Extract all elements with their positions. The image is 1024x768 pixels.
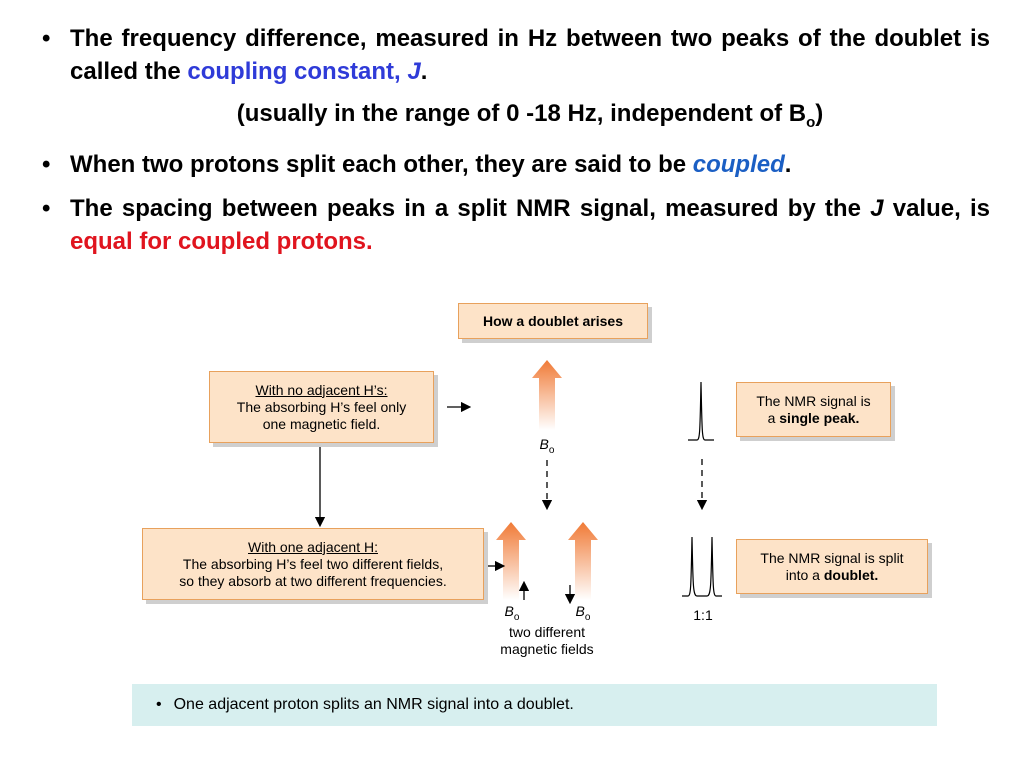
bullet-dot: •	[42, 194, 51, 222]
bo-label-top: $B_o$	[539, 436, 555, 456]
two-fields-label: two different magnetic fields	[500, 624, 594, 657]
field-arrow-top	[532, 360, 562, 430]
bullet-dot: •	[42, 150, 51, 178]
bullet-coupling-constant: • The frequency difference, measured in Hz between two peaks of the doublet is called the coupling constant, J.	[40, 22, 990, 88]
field-arrow-right	[568, 522, 598, 600]
range-note: (usually in the range of 0 -18 Hz, independent of $B_o$)	[236, 100, 824, 131]
single-peak	[688, 382, 714, 440]
field-arrow-left	[496, 522, 526, 600]
no-adjacent-box: With no adjacent H’s: The absorbing H’s feel only one magnetic field.	[209, 371, 434, 443]
figure-title: How a doublet arises	[458, 303, 648, 339]
equal-term: equal for coupled protons.	[70, 227, 373, 255]
summary-text: One adjacent proton splits an NMR signal into a doublet.	[173, 696, 574, 713]
bullet-spacing: • The spacing between peaks in a split NMR signal, measured by the J value, is equal for coupled protons.	[40, 192, 990, 258]
bullet-dot: •	[156, 696, 162, 713]
coupled-term: coupled	[692, 150, 785, 178]
bullet-dot: •	[42, 25, 51, 52]
summary-band	[132, 684, 937, 726]
bo-label-left: $B_o$	[504, 603, 520, 623]
bullet-coupled: • When two protons split each other, they are said to be coupled.	[40, 148, 990, 181]
doublet-result-box: The NMR signal is split into a doublet.	[736, 539, 928, 594]
one-adjacent-box: With one adjacent H: The absorbing H’s feel two different fields, so they absorb at two different frequencies.	[142, 528, 484, 600]
ratio-label: 1:1	[693, 607, 713, 623]
single-peak-result-box: The NMR signal is a single peak.	[736, 382, 891, 437]
bo-label-right: $B_o$	[575, 603, 591, 623]
bullet-text: The frequency difference, measured in Hz between two peaks of the doublet is called the	[70, 25, 990, 85]
doublet-peaks	[682, 537, 722, 596]
coupling-constant-term: coupling constant, J	[187, 58, 421, 85]
